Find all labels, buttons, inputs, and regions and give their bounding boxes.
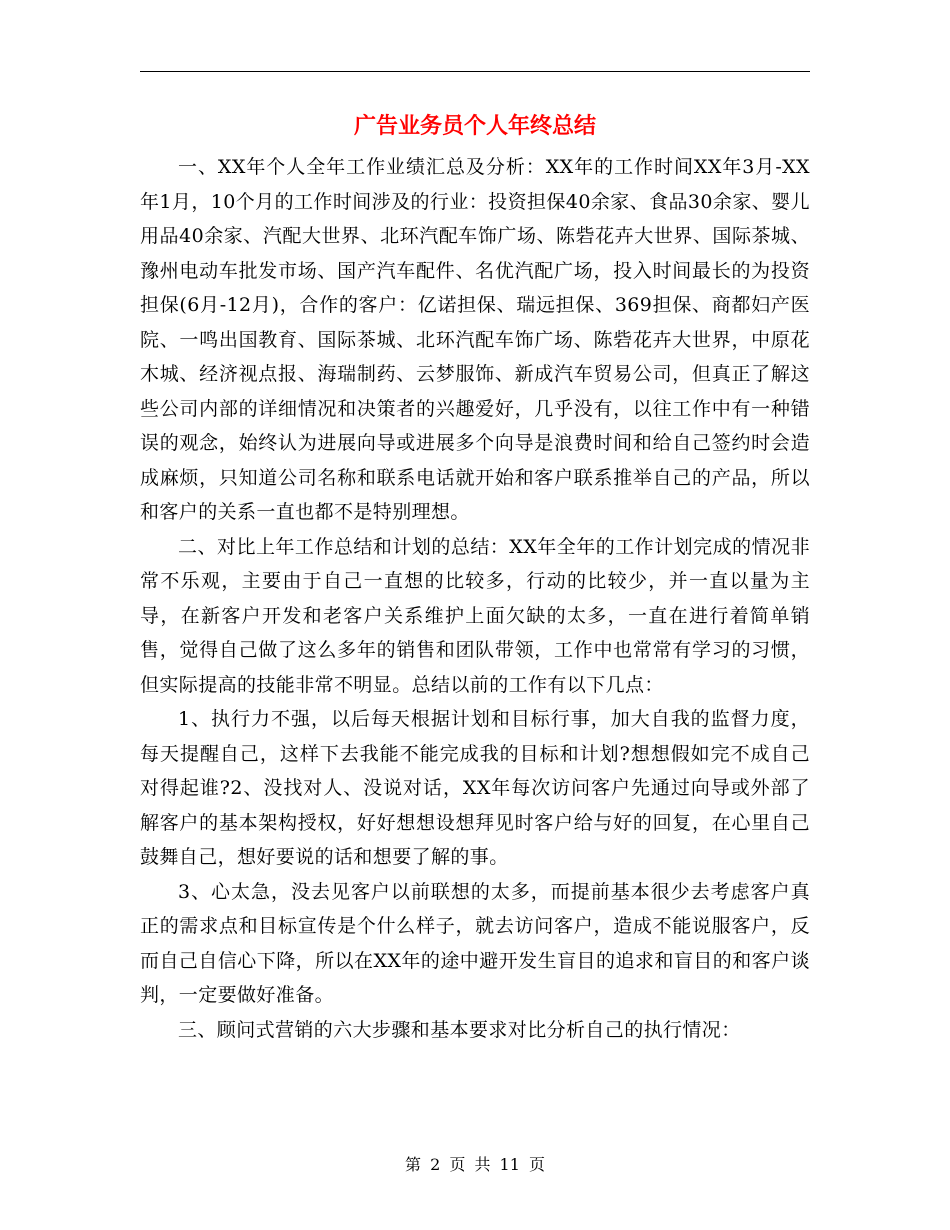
paragraph-1: 一、XX年个人全年工作业绩汇总及分析：XX年的工作时间XX年3月-XX年1月，10个月的工作时间涉及的行业：投资担保40余家、食品30余家、婴儿用品40余家、汽配大世界、北环汽配车饰广场、陈砦花卉大世界、国际茶城、豫州电动车批发市场、国产汽车配件、名优汽配广场，投入时间最长的为投资担保(6月-12月)，合作的客户：亿诺担保、瑞远担保、369担保、商都妇产医院、一鸣出国教育、国际茶城、北环汽配车饰广场、陈砦花卉大世界，中原花木城、经济视点报、海瑞制药、云梦服饰、新成汽车贸易公司，但真正了解这些公司内部的详细情况和决策者的兴趣爱好，几乎没有，以往工作中有一种错误的观念，始终认为进展向导或进展多个向导是浪费时间和给自己签约时会造成麻烦，只知道公司名称和联系电话就开始和客户联系推举自己的产品，所以和客户的关系一直也都不是特别理想。 bbox=[140, 156, 810, 523]
paragraph-2: 二、对比上年工作总结和计划的总结：XX年全年的工作计划完成的情况非常不乐观，主要由于自己一直想的比较多，行动的比较少，并一直以量为主导，在新客户开发和老客户关系维护上面欠缺的太多，一直在进行着简单销售，觉得自己做了这么多年的销售和团队带领，工作中也常常有学习的习惯，但实际提高的技能非常不明显。总结以前的工作有以下几点： bbox=[140, 535, 810, 696]
header-rule bbox=[140, 71, 810, 72]
paragraph-4: 3、心太急，没去见客户以前联想的太多，而提前基本很少去考虑客户真正的需求点和目标宣传是个什么样子，就去访问客户，造成不能说服客户，反而自己自信心下降，所以在XX年的途中避开发生盲目的追求和盲目的和客户谈判，一定要做好准备。 bbox=[140, 880, 810, 1006]
paragraph-5: 三、顾问式营销的六大步骤和基本要求对比分析自己的执行情况： bbox=[178, 1018, 741, 1041]
document-title: 广告业务员个人年终总结 bbox=[353, 113, 596, 139]
page-footer: 第 2 页 共 11 页 bbox=[405, 1155, 545, 1174]
paragraph-3: 1、执行力不强，以后每天根据计划和目标行事，加大自我的监督力度，每天提醒自己，这样下去我能不能完成我的目标和计划?想想假如完不成自己对得起谁?2、没找对人、没说对话，XX年每次访问客户先通过向导或外部了解客户的基本架构授权，好好想想设想拜见时客户给与好的回复，在心里自己鼓舞自己，想好要说的话和想要了解的事。 bbox=[140, 708, 810, 868]
document-body bbox=[140, 150, 810, 1047]
